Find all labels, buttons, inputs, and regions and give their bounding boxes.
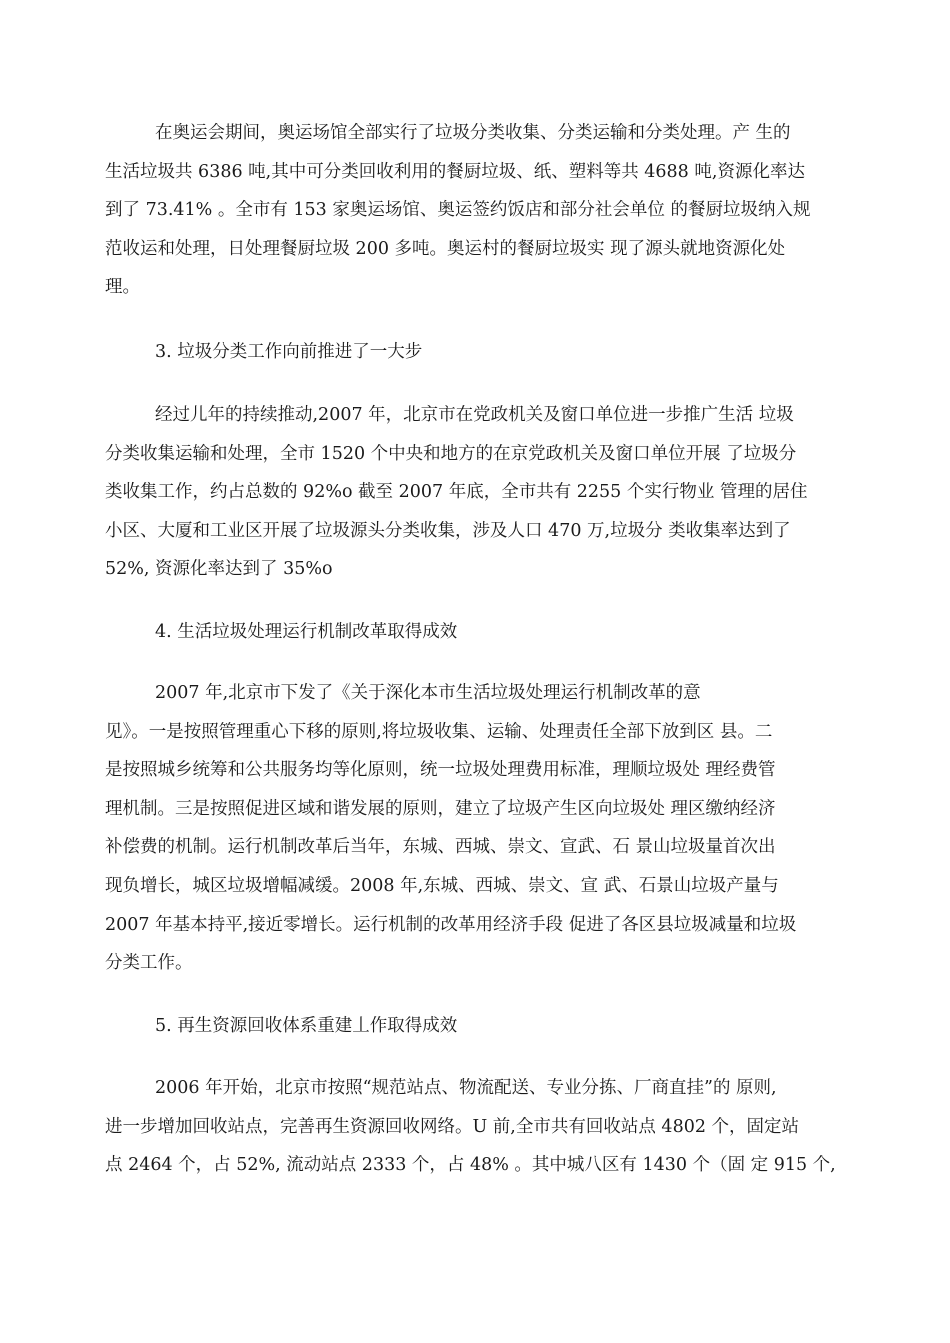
section-heading-3: 3. 垃圾分类工作向前推进了一大步 (155, 342, 423, 362)
text-line: 点 2464 个，占 52%, 流动站点 2333 个，占 48% 。其中城八区有 1430 个（固 定 915 个, (105, 1155, 836, 1176)
section-heading-5: 5. 再生资源回收体系重建丄作取得成效 (155, 1016, 458, 1036)
text-line: 见》。一是按照管理重心下移的原则,将垃圾收集、运输、处理责任全部下放到区 县。二 (105, 721, 773, 742)
text-line: 类收集工作，约占总数的 92%o 截至 2007 年底，全市共有 2255 个实行物业 管理的居住 (105, 482, 808, 503)
section-heading-4: 4. 生活垃圾处理运行机制改革取得成效 (155, 622, 458, 642)
text-line: 2007 年,北京市下发了《关于深化本市生活垃圾处理运行机制改革的意 (155, 683, 701, 703)
text-line: 是按照城乡统筹和公共服务均等化原则，统一垃圾处理费用标准，理顺垃圾处 理经费管 (105, 760, 776, 781)
text-line: 52%, 资源化率达到了 35%o (105, 559, 333, 580)
text-line: 范收运和处理，日处理餐厨垃圾 200 多吨。奥运村的餐厨垃圾实 现了源头就地资源化处 (105, 238, 786, 259)
text-line: 2007 年基本持平,接近零增长。运行机制的改革用经济手段 促进了各区县垃圾减量和垃圾 (105, 914, 797, 935)
text-line: 在奥运会期间，奥运场馆全部实行了垃圾分类收集、分类运输和分类处理。产 生的 (155, 123, 791, 143)
text-line: 补偿费的机制。运行机制改革后当年，东城、西城、崇文、宣武、石 景山垃圾量首次出 (105, 837, 776, 858)
text-line: 分类收集运输和处理，全市 1520 个中央和地方的在京党政机关及窗口单位开展 了垃圾分 (105, 443, 797, 464)
text-line: 理。 (105, 277, 140, 298)
text-line: 小区、大厦和工业区开展了垃圾源头分类收集，涉及人口 470 万,垃圾分 类收集率达到了 (105, 520, 791, 541)
text-line: 分类工作。 (105, 953, 193, 974)
text-line: 到了 73.41% 。全市有 153 家奥运场馆、奥运签约饭店和部分社会单位 的餐厨垃圾纳入规 (105, 200, 811, 221)
paragraph-recycling-system (105, 1069, 850, 1185)
text-line: 理机制。三是按照促进区域和谐发展的原则，建立了垃圾产生区向垃圾处 理区缴纳经济 (105, 798, 776, 819)
text-line: 生活垃圾共 6386 吨,其中可分类回收利用的餐厨垃圾、纸、塑料等共 4688 吨,资源化率达 (105, 161, 805, 182)
paragraph-mechanism-reform (105, 674, 850, 983)
text-line: 2006 年开始，北京市按照“规范站点、物流配送、专业分拣、厂商直挂”的 原则, (155, 1078, 777, 1098)
text-line: 经过儿年的持续推动,2007 年，北京市在党政机关及窗口单位进一步推广生活 垃圾 (155, 405, 794, 425)
paragraph-waste-sorting (105, 396, 850, 589)
text-line: 进一步增加回收站点，完善再生资源回收网络。U 前,全市共有回收站点 4802 个，固定站 (105, 1116, 800, 1137)
paragraph-olympic-waste (105, 114, 850, 307)
text-line: 现负增长，城区垃圾增幅减缓。2008 年,东城、西城、崇文、宣 武、石景山垃圾产量与 (105, 875, 779, 896)
